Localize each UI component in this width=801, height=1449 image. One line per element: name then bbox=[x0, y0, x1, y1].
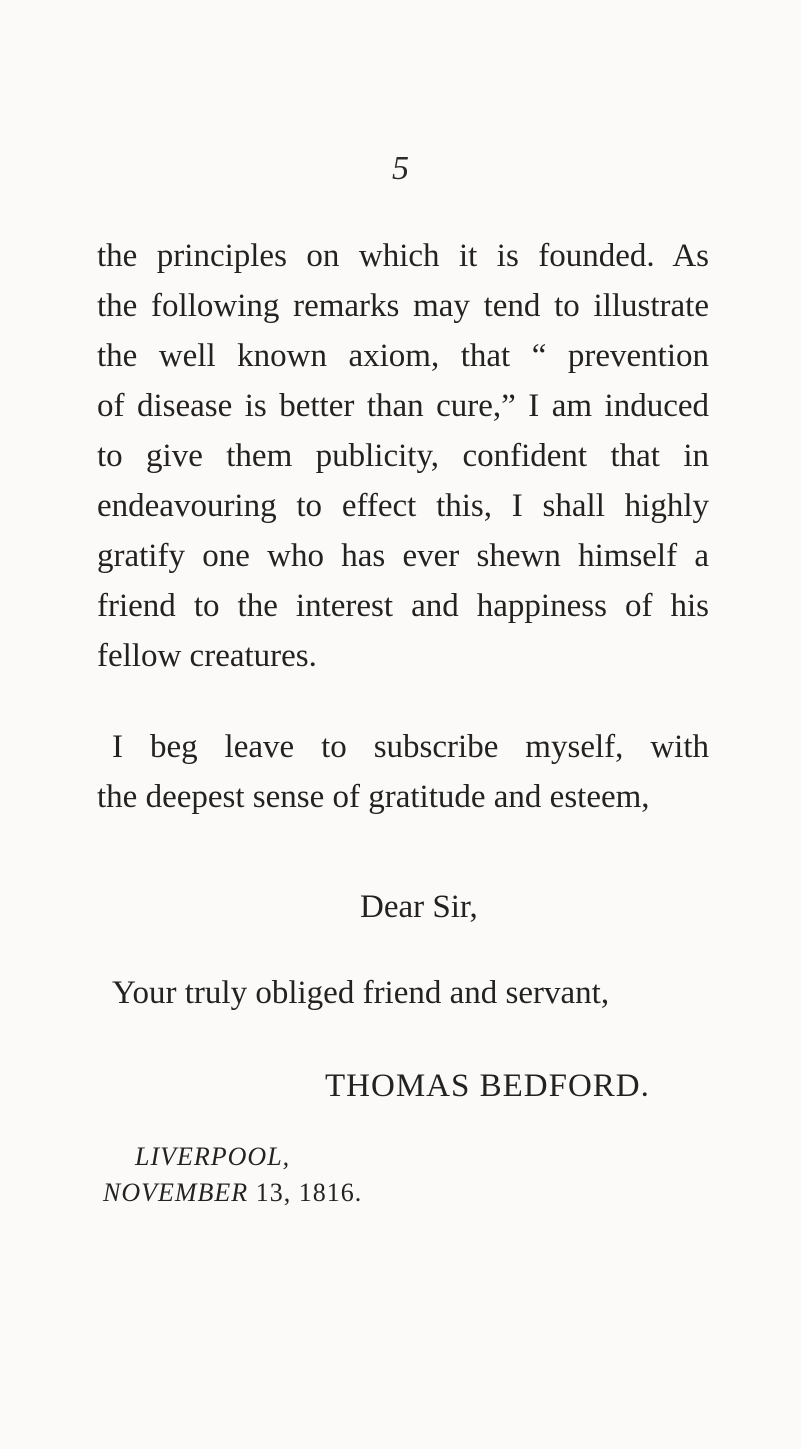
date-month: NOVEMBER bbox=[103, 1178, 249, 1207]
text-line: of disease is better than cure,” I am induced bbox=[97, 388, 709, 424]
text-line: the deepest sense of gratitude and esteem, bbox=[97, 779, 650, 815]
signature: THOMAS BEDFORD. bbox=[325, 1068, 650, 1104]
text-line: the well known axiom, that “ prevention bbox=[97, 338, 709, 374]
place-line: LIVERPOOL, bbox=[135, 1142, 291, 1171]
text-line: gratify one who has ever shewn himself a bbox=[97, 538, 709, 574]
text-line: the following remarks may tend to illustrate bbox=[97, 288, 709, 324]
date-day-year: 13, 1816. bbox=[248, 1178, 363, 1207]
page-number: 5 bbox=[392, 150, 409, 187]
text-line: the principles on which it is founded. As bbox=[97, 238, 709, 274]
text-line: to give them publicity, confident that in bbox=[97, 438, 709, 474]
salutation: Dear Sir, bbox=[360, 889, 478, 925]
text-line: friend to the interest and happiness of his bbox=[97, 588, 709, 624]
closing-line: Your truly obliged friend and servant, bbox=[112, 975, 610, 1011]
text-line: endeavouring to effect this, I shall highly bbox=[97, 488, 709, 524]
text-line: I beg leave to subscribe myself, with bbox=[112, 729, 709, 765]
date-line bbox=[103, 1176, 362, 1210]
text-line: fellow creatures. bbox=[97, 638, 317, 674]
